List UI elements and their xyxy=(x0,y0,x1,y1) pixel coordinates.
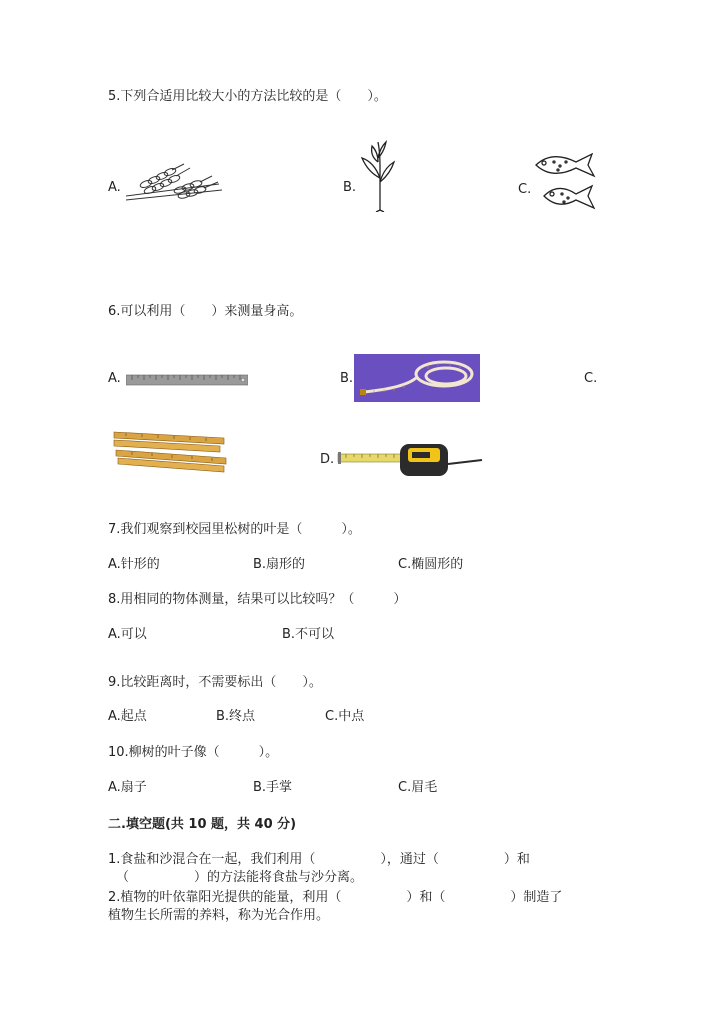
q6-option-c-label[interactable]: C. xyxy=(584,371,598,386)
q5-option-a-label[interactable]: A. xyxy=(108,180,121,195)
q9-option-b[interactable]: B.终点 xyxy=(216,709,256,724)
section-heading: 二.填空题(共 10 题，共 40 分) xyxy=(108,817,297,832)
q7-option-b[interactable]: B.扇形的 xyxy=(253,557,306,572)
q9-option-c[interactable]: C.中点 xyxy=(325,709,365,724)
q6-option-d-label[interactable]: D. xyxy=(320,452,335,467)
plant-sprout-icon xyxy=(356,138,400,212)
q7-stem: 7.我们观察到校园里松树的叶是（ ）。 xyxy=(108,522,361,537)
q5-stem: 5.下列合适用比较大小的方法比较的是（ ）。 xyxy=(108,89,387,104)
q9-option-a[interactable]: A.起点 xyxy=(108,709,147,724)
q6-option-a-label[interactable]: A. xyxy=(108,371,121,386)
q10-option-a[interactable]: A.扇子 xyxy=(108,780,147,795)
two-fish-icon xyxy=(532,148,600,214)
q9-stem: 9.比较距离时，不需要标出（ ）。 xyxy=(108,675,322,690)
q5-option-c-label[interactable]: C. xyxy=(518,182,532,197)
steel-ruler-icon xyxy=(126,374,248,386)
q6-option-b-label[interactable]: B. xyxy=(340,371,354,386)
fill-q1-line2: （ ）的方法能将食盐与沙分离。 xyxy=(116,870,364,885)
q10-stem: 10.柳树的叶子像（ ）。 xyxy=(108,745,279,760)
steel-tape-measure-icon xyxy=(336,440,484,478)
wheat-icon xyxy=(124,162,224,204)
q7-option-a[interactable]: A.针形的 xyxy=(108,557,160,572)
fill-q2-line1: 2.植物的叶依靠阳光提供的能量，利用（ ）和（ ）制造了 xyxy=(108,890,563,905)
q8-option-b[interactable]: B.不可以 xyxy=(282,627,335,642)
q7-option-c[interactable]: C.椭圆形的 xyxy=(398,557,464,572)
q5-option-b-label[interactable]: B. xyxy=(343,180,357,195)
soft-tape-measure-icon xyxy=(354,354,480,402)
q8-stem: 8.用相同的物体测量，结果可以比较吗？（ ） xyxy=(108,592,407,607)
folding-ruler-icon xyxy=(112,428,228,476)
q8-option-a[interactable]: A.可以 xyxy=(108,627,147,642)
q6-stem: 6.可以利用（ ）来测量身高。 xyxy=(108,304,303,319)
q10-option-b[interactable]: B.手掌 xyxy=(253,780,293,795)
fill-q1-line1: 1.食盐和沙混合在一起，我们利用（ ），通过（ ）和 xyxy=(108,852,530,867)
q10-option-c[interactable]: C.眉毛 xyxy=(398,780,438,795)
fill-q2-line2: 植物生长所需的养料，称为光合作用。 xyxy=(108,908,330,923)
